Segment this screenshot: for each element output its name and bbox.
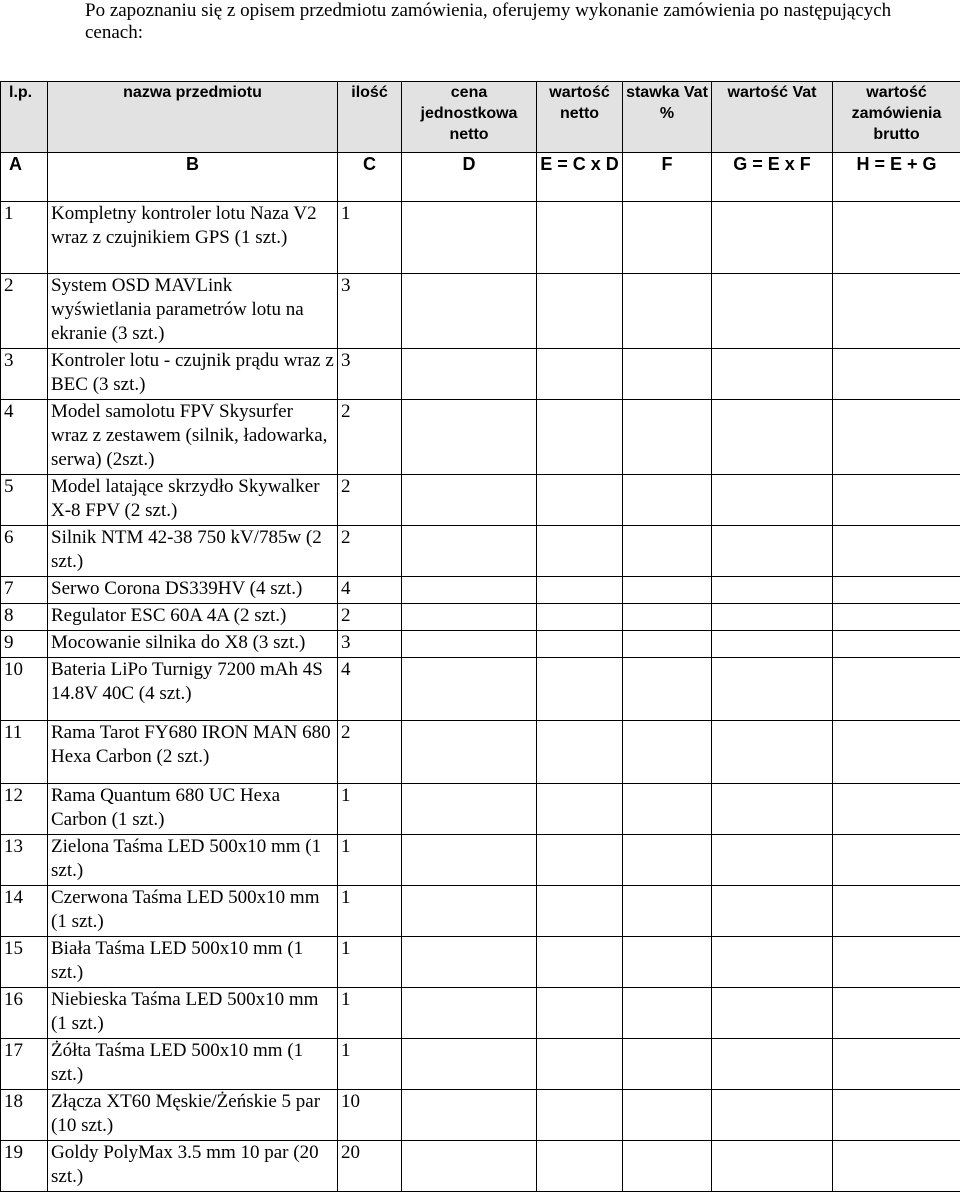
vat-rate-cell (623, 937, 712, 988)
vat-value-cell (712, 937, 833, 988)
unit-price-cell (402, 202, 537, 274)
vat-value-cell (712, 784, 833, 835)
gross-value-cell (833, 400, 960, 475)
vat-rate-cell (623, 526, 712, 577)
table-row (1, 937, 960, 988)
item-quantity: 1 (338, 937, 402, 988)
letter-gross-value: H = E + G (833, 153, 960, 202)
gross-value-cell (833, 1039, 960, 1090)
vat-value-cell (712, 475, 833, 526)
letter-unit-price: D (402, 153, 537, 202)
net-value-cell (537, 1090, 623, 1141)
vat-value-cell (712, 835, 833, 886)
vat-rate-cell (623, 886, 712, 937)
row-number: 19 (1, 1141, 48, 1192)
vat-value-cell (712, 526, 833, 577)
net-value-cell (537, 886, 623, 937)
item-quantity: 1 (338, 988, 402, 1039)
unit-price-cell (402, 721, 537, 784)
vat-value-cell (712, 577, 833, 604)
row-number: 5 (1, 475, 48, 526)
row-number: 8 (1, 604, 48, 631)
table-row (1, 400, 960, 475)
vat-rate-cell (623, 1141, 712, 1192)
unit-price-cell (402, 475, 537, 526)
unit-price-cell (402, 604, 537, 631)
row-number: 15 (1, 937, 48, 988)
net-value-cell (537, 475, 623, 526)
gross-value-cell (833, 988, 960, 1039)
table-row (1, 274, 960, 349)
table-row (1, 526, 960, 577)
item-name: Mocowanie silnika do X8 (3 szt.) (48, 631, 338, 658)
letter-net-value: E = C x D (537, 153, 623, 202)
table-row (1, 604, 960, 631)
net-value-cell (537, 526, 623, 577)
vat-rate-cell (623, 1090, 712, 1141)
row-number: 10 (1, 658, 48, 721)
table-row (1, 721, 960, 784)
header-unit-price: cena jednostkowa netto (402, 82, 537, 153)
item-quantity: 3 (338, 349, 402, 400)
header-vat-rate: stawka Vat % (623, 82, 712, 153)
gross-value-cell (833, 604, 960, 631)
vat-rate-cell (623, 475, 712, 526)
item-name: Rama Quantum 680 UC Hexa Carbon (1 szt.) (48, 784, 338, 835)
net-value-cell (537, 604, 623, 631)
gross-value-cell (833, 937, 960, 988)
row-number: 2 (1, 274, 48, 349)
gross-value-cell (833, 721, 960, 784)
vat-value-cell (712, 349, 833, 400)
row-number: 7 (1, 577, 48, 604)
unit-price-cell (402, 1090, 537, 1141)
net-value-cell (537, 577, 623, 604)
vat-rate-cell (623, 1039, 712, 1090)
table-row (1, 577, 960, 604)
gross-value-cell (833, 631, 960, 658)
item-quantity: 2 (338, 475, 402, 526)
vat-value-cell (712, 274, 833, 349)
item-name: Serwo Corona DS339HV (4 szt.) (48, 577, 338, 604)
header-qty: ilość (338, 82, 402, 153)
item-name: Model samolotu FPV Skysurfer wraz z zestawem (silnik, ładowarka, serwa) (2szt.) (48, 400, 338, 475)
unit-price-cell (402, 1141, 537, 1192)
unit-price-cell (402, 631, 537, 658)
item-name: Złącza XT60 Męskie/Żeńskie 5 par (10 szt.) (48, 1090, 338, 1141)
table-row (1, 988, 960, 1039)
item-name: Niebieska Taśma LED 500x10 mm (1 szt.) (48, 988, 338, 1039)
item-quantity: 2 (338, 400, 402, 475)
table-row (1, 1090, 960, 1141)
unit-price-cell (402, 526, 537, 577)
item-name: Regulator ESC 60A 4A (2 szt.) (48, 604, 338, 631)
row-number: 1 (1, 202, 48, 274)
header-row (1, 82, 960, 153)
item-quantity: 1 (338, 202, 402, 274)
net-value-cell (537, 274, 623, 349)
item-quantity: 1 (338, 835, 402, 886)
unit-price-cell (402, 1039, 537, 1090)
letter-vat-value: G = E x F (712, 153, 833, 202)
vat-value-cell (712, 202, 833, 274)
vat-value-cell (712, 1090, 833, 1141)
vat-rate-cell (623, 202, 712, 274)
row-number: 18 (1, 1090, 48, 1141)
letter-qty: C (338, 153, 402, 202)
vat-rate-cell (623, 835, 712, 886)
unit-price-cell (402, 937, 537, 988)
item-name: Silnik NTM 42-38 750 kV/785w (2 szt.) (48, 526, 338, 577)
item-name: Bateria LiPo Turnigy 7200 mAh 4S 14.8V 40C (4 szt.) (48, 658, 338, 721)
table-row (1, 1039, 960, 1090)
unit-price-cell (402, 988, 537, 1039)
item-name: Goldy PolyMax 3.5 mm 10 par (20 szt.) (48, 1141, 338, 1192)
column-letter-row (1, 153, 960, 202)
net-value-cell (537, 1039, 623, 1090)
net-value-cell (537, 349, 623, 400)
header-name: nazwa przedmiotu (48, 82, 338, 153)
row-number: 14 (1, 886, 48, 937)
net-value-cell (537, 784, 623, 835)
vat-rate-cell (623, 721, 712, 784)
row-number: 12 (1, 784, 48, 835)
table-row (1, 886, 960, 937)
table-row (1, 475, 960, 526)
vat-value-cell (712, 721, 833, 784)
header-net-value: wartość netto (537, 82, 623, 153)
unit-price-cell (402, 835, 537, 886)
table-row (1, 835, 960, 886)
gross-value-cell (833, 886, 960, 937)
item-name: Kompletny kontroler lotu Naza V2 wraz z czujnikiem GPS (1 szt.) (48, 202, 338, 274)
table-row (1, 1141, 960, 1192)
row-number: 4 (1, 400, 48, 475)
vat-rate-cell (623, 988, 712, 1039)
vat-value-cell (712, 886, 833, 937)
item-quantity: 3 (338, 631, 402, 658)
gross-value-cell (833, 1141, 960, 1192)
header-lp: l.p. (1, 82, 48, 153)
unit-price-cell (402, 658, 537, 721)
row-number: 13 (1, 835, 48, 886)
vat-rate-cell (623, 631, 712, 658)
gross-value-cell (833, 577, 960, 604)
vat-rate-cell (623, 400, 712, 475)
item-quantity: 10 (338, 1090, 402, 1141)
vat-rate-cell (623, 577, 712, 604)
unit-price-cell (402, 274, 537, 349)
row-number: 17 (1, 1039, 48, 1090)
gross-value-cell (833, 1090, 960, 1141)
item-quantity: 2 (338, 604, 402, 631)
item-name: Żółta Taśma LED 500x10 mm (1 szt.) (48, 1039, 338, 1090)
gross-value-cell (833, 349, 960, 400)
row-number: 11 (1, 721, 48, 784)
net-value-cell (537, 658, 623, 721)
vat-value-cell (712, 988, 833, 1039)
net-value-cell (537, 937, 623, 988)
letter-name: B (48, 153, 338, 202)
vat-value-cell (712, 631, 833, 658)
row-number: 3 (1, 349, 48, 400)
gross-value-cell (833, 202, 960, 274)
item-quantity: 4 (338, 577, 402, 604)
unit-price-cell (402, 784, 537, 835)
item-quantity: 3 (338, 274, 402, 349)
vat-rate-cell (623, 604, 712, 631)
item-name: System OSD MAVLink wyświetlania parametrów lotu na ekranie (3 szt.) (48, 274, 338, 349)
row-number: 16 (1, 988, 48, 1039)
net-value-cell (537, 631, 623, 658)
unit-price-cell (402, 886, 537, 937)
item-name: Kontroler lotu - czujnik prądu wraz z BEC (3 szt.) (48, 349, 338, 400)
item-quantity: 20 (338, 1141, 402, 1192)
vat-value-cell (712, 1039, 833, 1090)
unit-price-cell (402, 400, 537, 475)
table-row (1, 349, 960, 400)
gross-value-cell (833, 835, 960, 886)
row-number: 9 (1, 631, 48, 658)
net-value-cell (537, 721, 623, 784)
table-row (1, 658, 960, 721)
gross-value-cell (833, 784, 960, 835)
item-quantity: 1 (338, 886, 402, 937)
item-quantity: 1 (338, 784, 402, 835)
net-value-cell (537, 202, 623, 274)
gross-value-cell (833, 274, 960, 349)
item-name: Czerwona Taśma LED 500x10 mm (1 szt.) (48, 886, 338, 937)
vat-rate-cell (623, 658, 712, 721)
vat-value-cell (712, 400, 833, 475)
intro-text: Po zapoznaniu się z opisem przedmiotu zamówienia, oferujemy wykonanie zamówienia po następujących cenach: (85, 0, 945, 44)
item-quantity: 2 (338, 721, 402, 784)
vat-value-cell (712, 1141, 833, 1192)
item-name: Model latające skrzydło Skywalker X-8 FPV (2 szt.) (48, 475, 338, 526)
item-quantity: 1 (338, 1039, 402, 1090)
letter-lp: A (1, 153, 48, 202)
net-value-cell (537, 400, 623, 475)
vat-value-cell (712, 658, 833, 721)
price-table (0, 81, 960, 1192)
vat-rate-cell (623, 349, 712, 400)
gross-value-cell (833, 658, 960, 721)
header-vat-value: wartość Vat (712, 82, 833, 153)
gross-value-cell (833, 475, 960, 526)
gross-value-cell (833, 526, 960, 577)
vat-rate-cell (623, 274, 712, 349)
net-value-cell (537, 835, 623, 886)
vat-value-cell (712, 604, 833, 631)
item-name: Rama Tarot FY680 IRON MAN 680 Hexa Carbon (2 szt.) (48, 721, 338, 784)
header-gross-value: wartość zamówienia brutto (833, 82, 960, 153)
net-value-cell (537, 1141, 623, 1192)
item-name: Zielona Taśma LED 500x10 mm (1 szt.) (48, 835, 338, 886)
net-value-cell (537, 988, 623, 1039)
letter-vat-rate: F (623, 153, 712, 202)
unit-price-cell (402, 577, 537, 604)
item-quantity: 2 (338, 526, 402, 577)
vat-rate-cell (623, 784, 712, 835)
item-quantity: 4 (338, 658, 402, 721)
table-row (1, 631, 960, 658)
table-row (1, 202, 960, 274)
table-row (1, 784, 960, 835)
unit-price-cell (402, 349, 537, 400)
row-number: 6 (1, 526, 48, 577)
item-name: Biała Taśma LED 500x10 mm (1 szt.) (48, 937, 338, 988)
